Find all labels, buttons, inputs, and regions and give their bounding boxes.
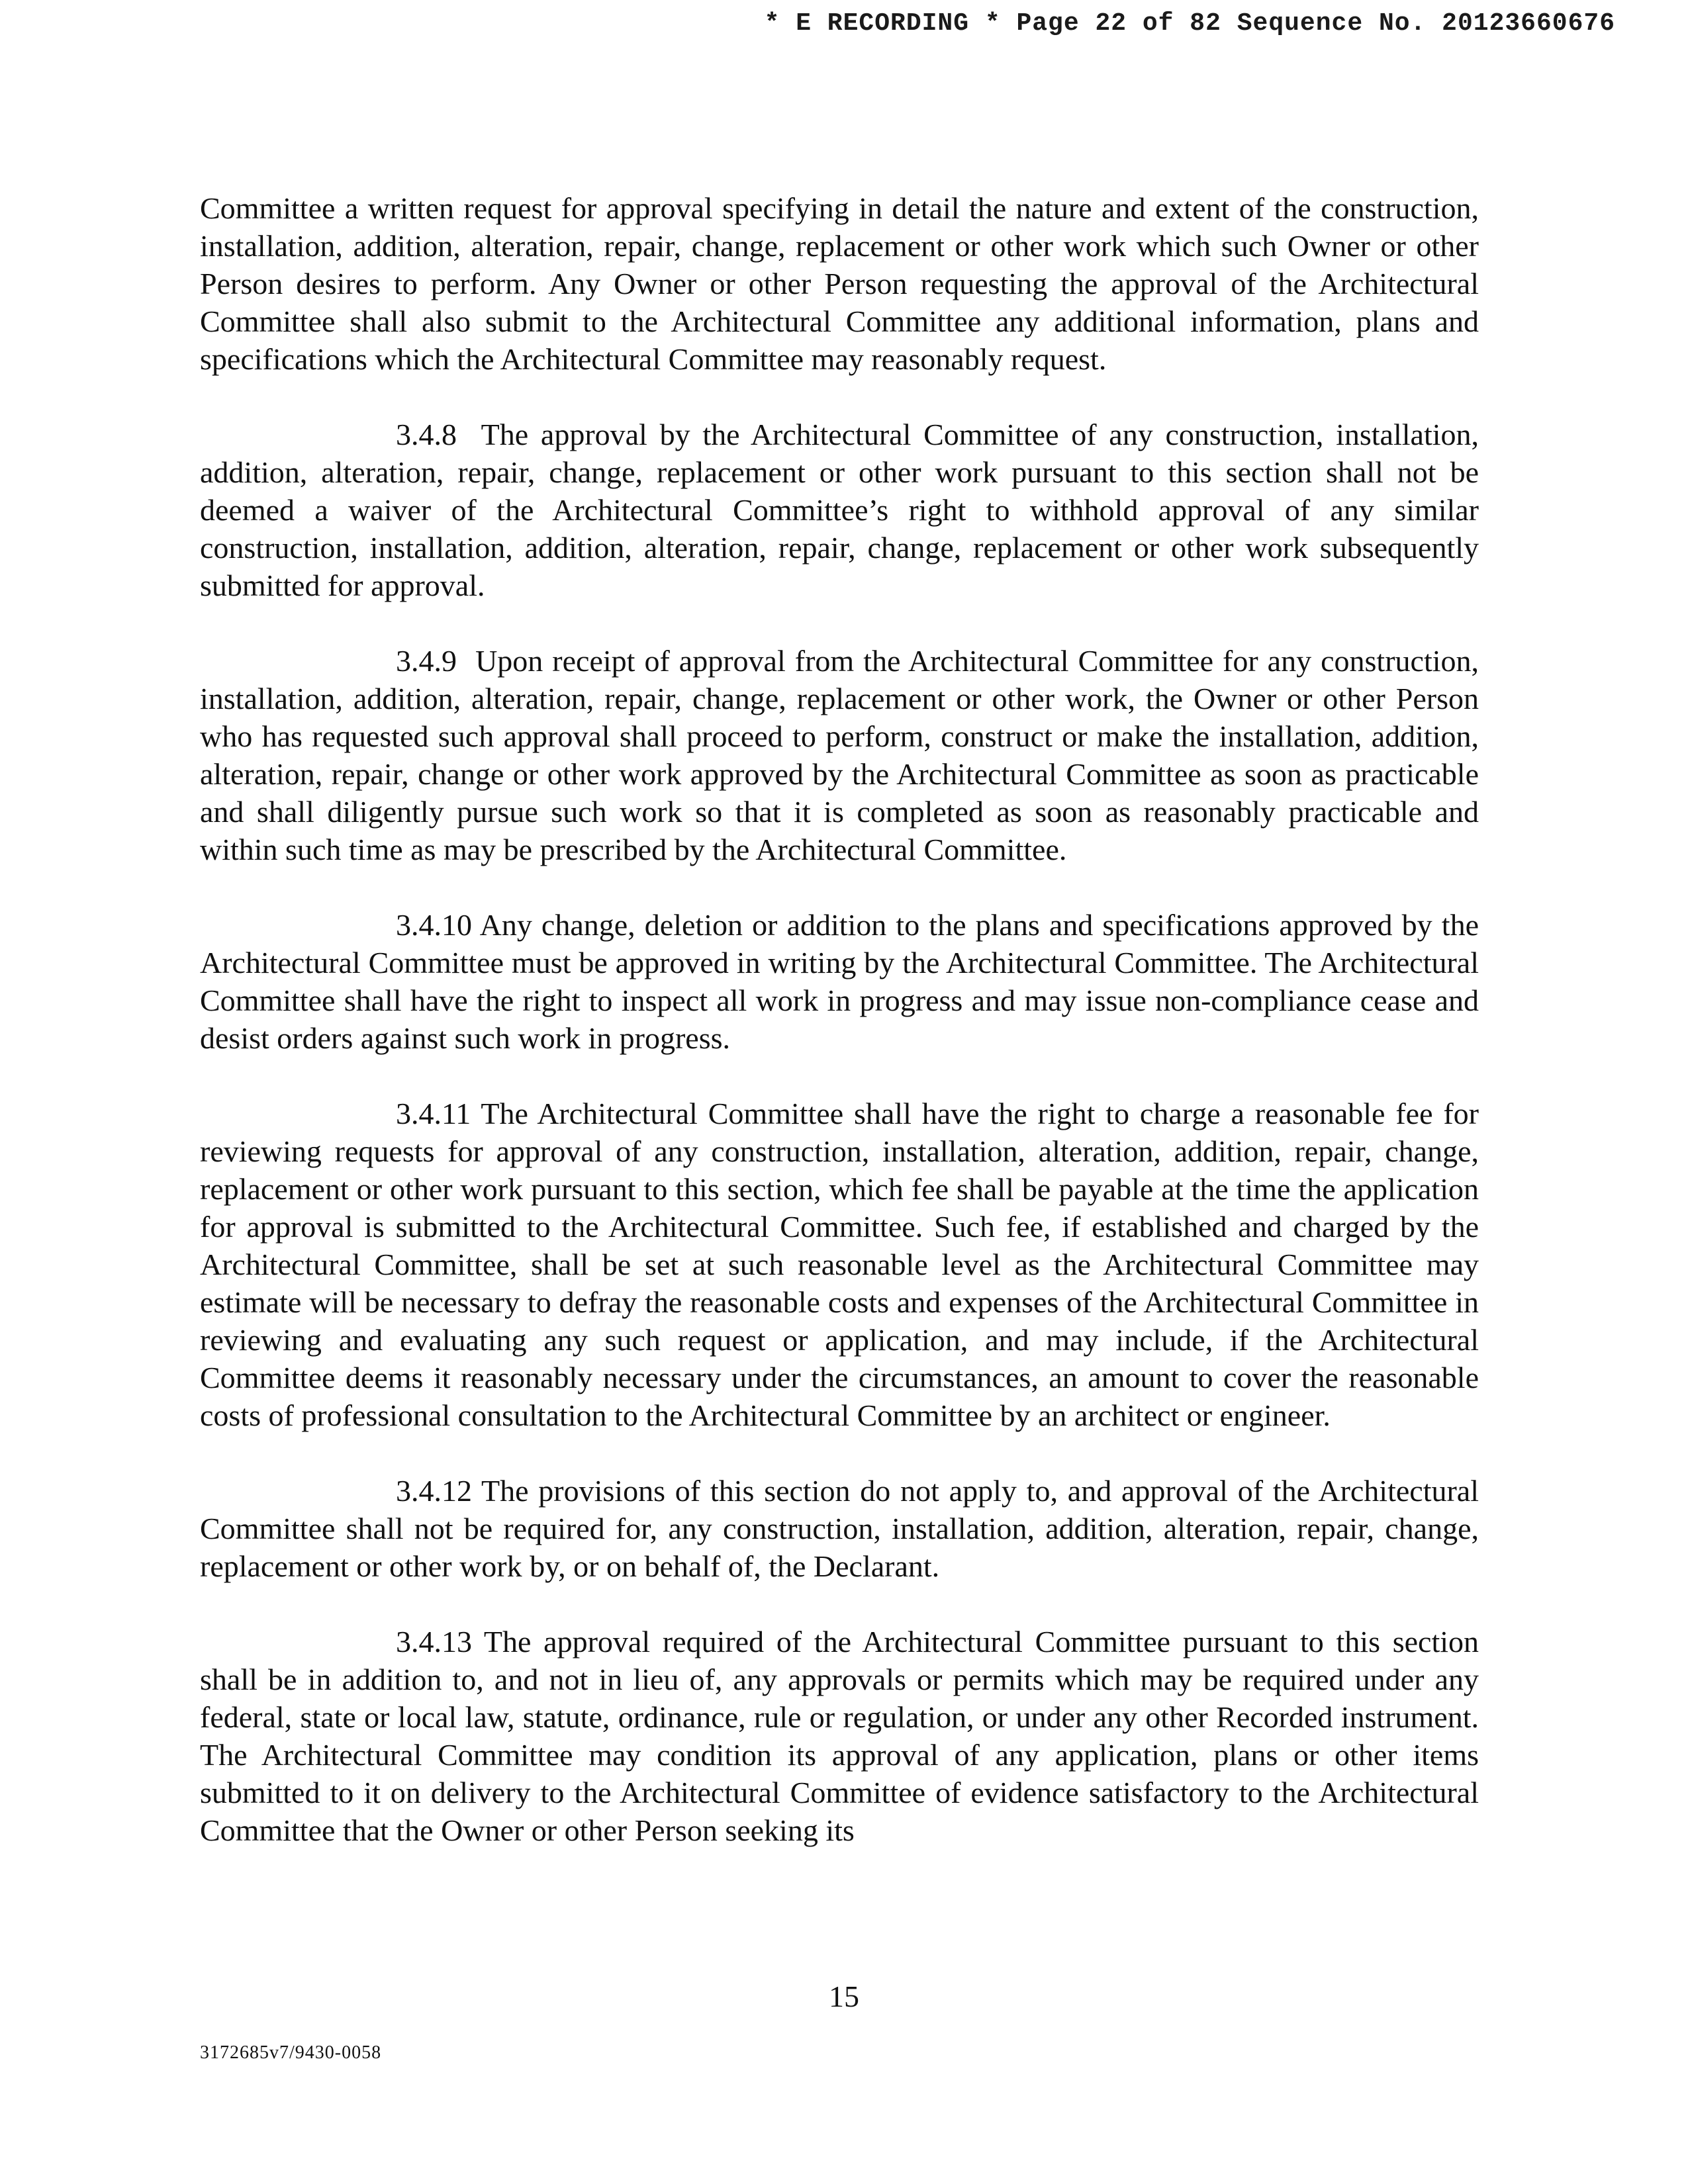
section-number: 3.4.9 <box>396 644 457 678</box>
paragraph-text: Committee a written request for approval specifying in detail the nature and extent of the construction, installation, addition, alteration, repair, change, replacement or other work which such Owner or other Person desires to perform. Any Owner or other Person requesting the approval of the Architectural Committee shall also submit to the Architectural Committee any additional information, plans and specifications which the Architectural Committee may reasonably request. <box>200 191 1479 376</box>
paragraph-continuation <box>200 189 1479 378</box>
section-number: 3.4.13 <box>396 1625 472 1659</box>
recording-stamp-header: * E RECORDING * Page 22 of 82 Sequence No. 20123660676 <box>764 9 1615 38</box>
document-id: 3172685v7/9430-0058 <box>200 2042 382 2063</box>
paragraph-text: The Architectural Committee shall have the right to charge a reasonable fee for reviewing requests for approval of any construction, installation, alteration, addition, repair, change, replacement or other work pursuant to this section, which fee shall be payable at the time the application for approval is submitted to the Architectural Committee. Such fee, if established and charged by the Architectural Committee, shall be set at such reasonable level as the Architectural Committee may estimate will be necessary to defray the reasonable costs and expenses of the Architectural Committee in reviewing and evaluating any such request or application, and may include, if the Architectural Committee deems it reasonably necessary under the circumstances, an amount to cover the reasonable costs of professional consultation to the Architectural Committee by an architect or engineer. <box>200 1097 1479 1432</box>
document-body <box>200 189 1479 1849</box>
paragraph-text: Any change, deletion or addition to the plans and specifications approved by the Architectural Committee must be approved in writing by the Architectural Committee. The Architectural Committee shall have the right to inspect all work in progress and may issue non-compliance cease and desist orders against such work in progress. <box>200 908 1479 1055</box>
section-number: 3.4.11 <box>396 1097 471 1130</box>
page-number: 15 <box>829 1979 859 2013</box>
section-3-4-10 <box>200 906 1479 1057</box>
paragraph-text: The approval by the Architectural Committee of any construction, installation, addition, alteration, repair, change, replacement or other work pursuant to this section shall not be deemed a waiver of the Architectural Committee’s right to withhold approval of any similar construction, installation, addition, alteration, repair, change, replacement or other work subsequently submitted for approval. <box>200 418 1479 602</box>
section-number: 3.4.12 <box>396 1474 472 1508</box>
section-3-4-12 <box>200 1472 1479 1585</box>
section-3-4-11 <box>200 1095 1479 1434</box>
paragraph-text: The approval required of the Architectural Committee pursuant to this section shall be in addition to, and not in lieu of, any approvals or permits which may be required under any federal, state or local law, statute, ordinance, rule or regulation, or under any other Recorded instrument. The Architectural Committee may condition its approval of any application, plans or other items submitted to it on delivery to the Architectural Committee of evidence satisfactory to the Architectural Committee that the Owner or other Person seeking its <box>200 1625 1479 1847</box>
section-number: 3.4.8 <box>396 418 457 451</box>
section-3-4-9 <box>200 642 1479 868</box>
section-3-4-8 <box>200 416 1479 604</box>
paragraph-text: Upon receipt of approval from the Architectural Committee for any construction, installation, addition, alteration, repair, change, replacement or other work, the Owner or other Person who has requested such approval shall proceed to perform, construct or make the installation, addition, alteration, repair, change or other work approved by the Architectural Committee as soon as practicable and shall diligently pursue such work so that it is completed as soon as reasonably practicable and within such time as may be prescribed by the Architectural Committee. <box>200 644 1479 866</box>
paragraph-text: The provisions of this section do not apply to, and approval of the Architectural Committee shall not be required for, any construction, installation, addition, alteration, repair, change, replacement or other work by, or on behalf of, the Declarant. <box>200 1474 1479 1583</box>
section-number: 3.4.10 <box>396 908 472 942</box>
section-3-4-13 <box>200 1623 1479 1849</box>
